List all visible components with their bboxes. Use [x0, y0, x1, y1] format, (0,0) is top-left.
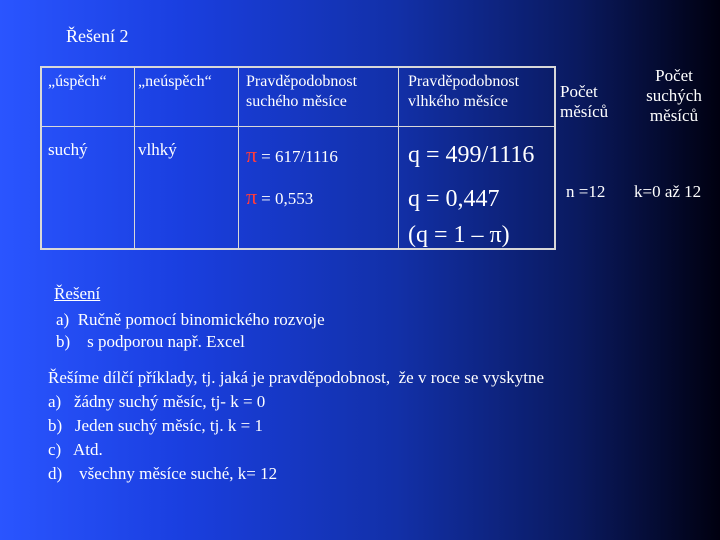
q-relation: (q = 1 – π) [408, 222, 510, 248]
p-fraction: = 617/1116 [261, 147, 338, 166]
q-value: q = 0,447 [408, 186, 500, 212]
subproblem-item: c) Atd. [48, 440, 103, 459]
table-divider [398, 66, 399, 250]
subproblem-item: a) žádny suchý měsíc, tj- k = 0 [48, 392, 266, 411]
month-count-header: Počet měsíců [560, 82, 609, 121]
solution-heading: Řešení [54, 284, 101, 303]
p-value: = 0,553 [261, 189, 314, 208]
row-label-dry: suchý [48, 140, 88, 159]
header-wet-probability: Pravděpodobnost vlhkého měsíce [408, 73, 520, 110]
table-divider [238, 66, 239, 250]
pi-symbol: π [246, 184, 258, 209]
subproblem-item: d) všechny měsíce suché, k= 12 [48, 464, 278, 483]
solution-item: a) Ručně pomocí binomického rozvoje [56, 310, 325, 329]
header-success: „úspěch“ [48, 73, 107, 90]
subproblems-intro: Řešíme dílčí příklady, tj. jaká je pravděpodobnost, že v roce se vyskytne [48, 368, 545, 387]
table-divider [134, 66, 135, 250]
row-label-wet: vlhký [138, 140, 177, 159]
pi-symbol: π [246, 142, 258, 167]
q-fraction: q = 499/1116 [408, 142, 535, 168]
p-value-line [246, 184, 313, 210]
table-header-divider [40, 126, 556, 127]
month-count-value: n =12 [566, 182, 606, 201]
solution-item: b) s podporou např. Excel [56, 332, 245, 351]
p-fraction-line [246, 142, 338, 168]
dry-count-value: k=0 až 12 [634, 182, 702, 201]
slide-title: Řešení 2 [66, 26, 129, 46]
header-dry-probability: Pravděpodobnost suchého měsíce [246, 73, 358, 110]
subproblem-item: b) Jeden suchý měsíc, tj. k = 1 [48, 416, 263, 435]
header-failure: „neúspěch“ [138, 73, 212, 90]
dry-count-header: Počet suchých měsíců [646, 66, 702, 125]
